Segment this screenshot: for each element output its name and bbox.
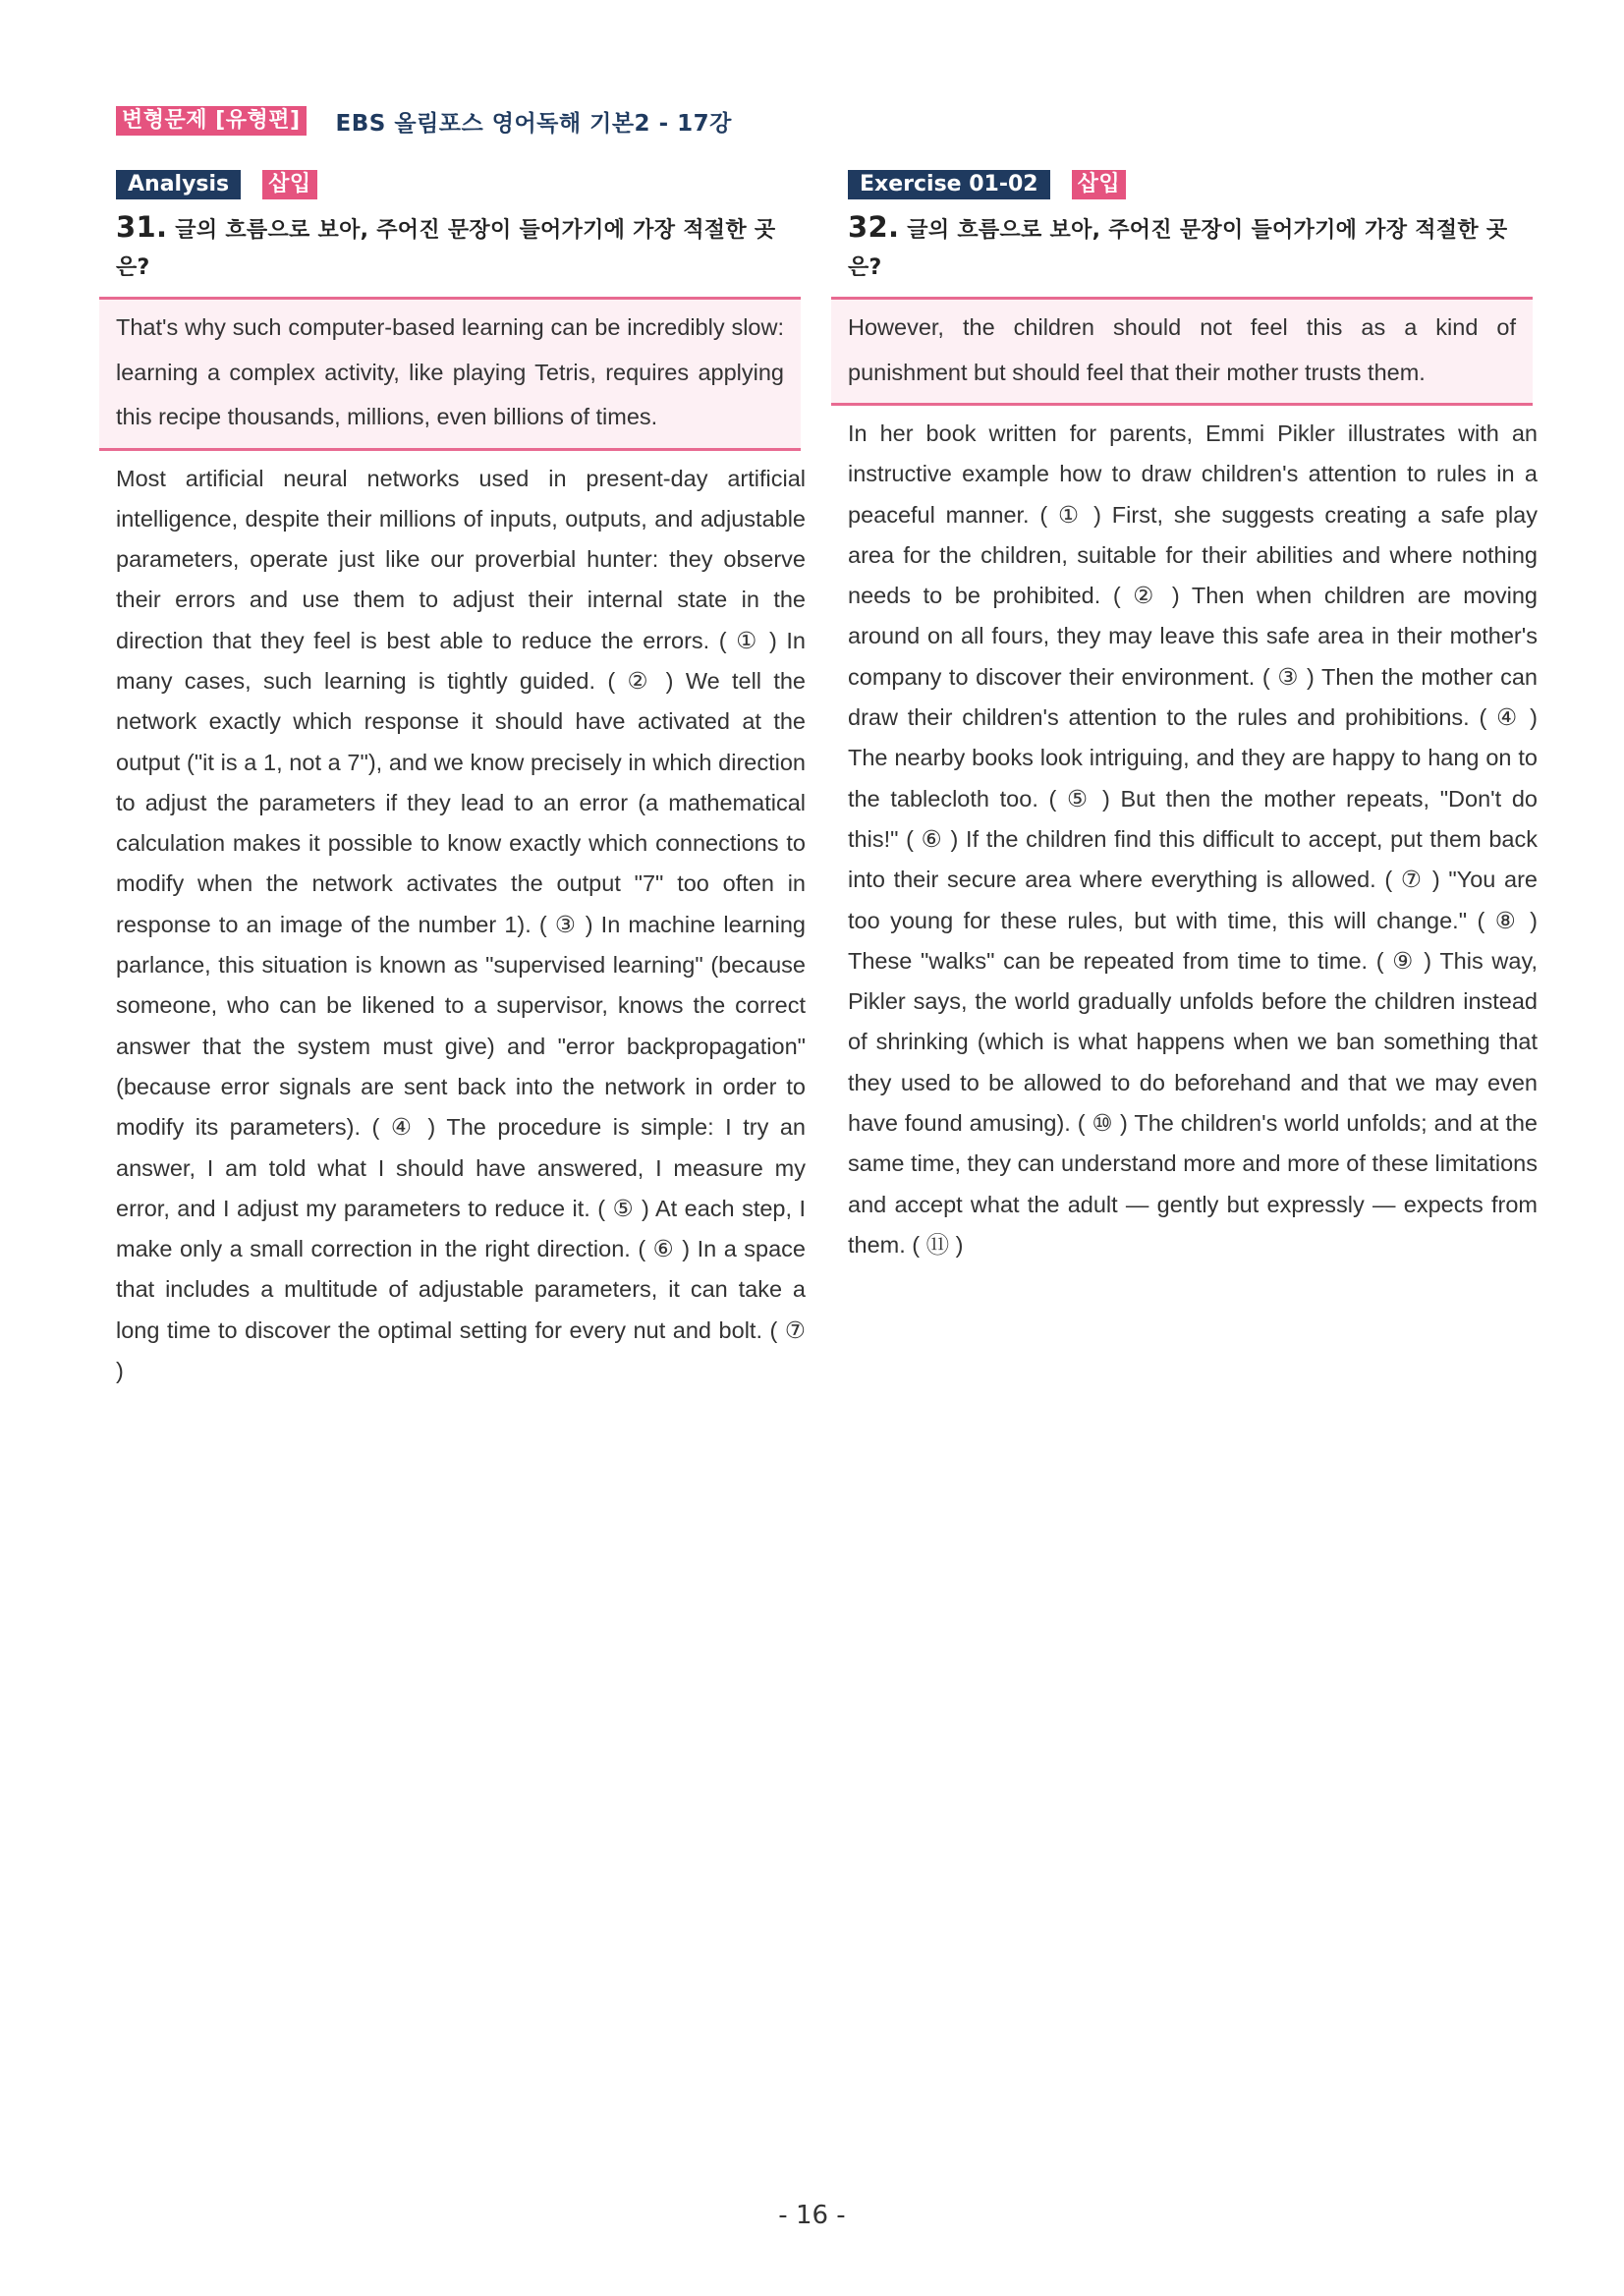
question-tags	[848, 171, 1538, 198]
section-tag: Analysis	[116, 170, 241, 199]
given-sentence-box: However, the children should not feel this as a kind of punishment but should feel that their mother trusts them.	[831, 297, 1533, 406]
question-prompt	[116, 208, 806, 287]
question-32	[848, 171, 1538, 1265]
passage-text: In her book written for parents, Emmi Pikler illustrates with an instructive example how to draw children's attention to rules in a peaceful manner. ( ① ) First, she suggests creating a safe play area for the children, suitable for their abilities and where nothing needs to be prohibited. ( ② ) Then when children are moving around on all fours, they may leave this safe area in their mother's company to discover their environment. ( ③ ) Then the mother can draw their children's attention to the rules and prohibitions. ( ④ ) The nearby books look intriguing, and they are happy to hang on to the tablecloth too. ( ⑤ ) But then the mother repeats, "Don't do this!" ( ⑥ ) If the children find this difficult to accept, put them back into their secure area where everything is allowed. ( ⑦ ) "You are too young for these rules, but with time, this will change." ( ⑧ ) These "walks" can be repeated from time to time. ( ⑨ ) This way, Pikler says, the world gradually unfolds before the children instead of shrinking (which is what happens when we ban something that they used to be allowed to do beforehand and that we may even have found amusing). ( ⑩ ) The children's world unfolds; and at the same time, they can understand more and more of these limitations and accept what the adult — gently but expressly — expects from them. ( ⑪ )	[848, 420, 1538, 1258]
question-31	[116, 171, 806, 1391]
page-header	[116, 104, 732, 138]
category-tag: 변형문제 [유형편]	[116, 106, 307, 136]
passage-text: Most artificial neural networks used in present-day artificial intelligence, despite their millions of inputs, outputs, and adjustable parameters, operate just like our proverbial hunter: they observe their errors and use them to adjust their internal state in the direction that they feel is best able to reduce the errors. ( ① ) In many cases, such learning is tightly guided. ( ② ) We tell the network exactly which response it should have activated at the output ("it is a 1, not a 7"), and we know precisely in which direction to adjust the parameters if they lead to an error (a mathematical calculation makes it possible to know exactly which connections to modify when the network activates the output "7" too often in response to an image of the number 1). ( ③ ) In machine learning parlance, this situation is known as "supervised learning" (because someone, who can be likened to a supervisor, knows the correct answer that the system must give) and "error backpropagation" (because error signals are sent back into the network in order to modify its parameters). ( ④ ) The procedure is simple: I try an answer, I am told what I should have answered, I measure my error, and I adjust my parameters to reduce it. ( ⑤ ) At each step, I make only a small correction in the right direction. ( ⑥ ) In a space that includes a multitude of adjustable parameters, it can take a long time to discover the optimal setting for every nut and bolt. ( ⑦ )	[116, 465, 806, 1384]
question-tags	[116, 171, 806, 198]
page-number: - 16 -	[778, 2201, 846, 2230]
question-type-tag: 삽입	[1072, 170, 1127, 199]
question-type-tag: 삽입	[262, 170, 317, 199]
page-title: EBS 올림포스 영어독해 기본2 - 17강	[335, 110, 732, 137]
question-number: 31.	[116, 210, 168, 244]
question-prompt	[848, 208, 1538, 287]
section-tag: Exercise 01-02	[848, 170, 1050, 199]
question-text: 글의 흐름으로 보아, 주어진 문장이 들어가기에 가장 적절한 곳은?	[848, 218, 1508, 280]
given-sentence-box: That's why such computer-based learning can be incredibly slow: learning a complex activity, like playing Tetris, requires applying this recipe thousands, millions, even billions of times.	[99, 297, 801, 451]
question-text: 글의 흐름으로 보아, 주어진 문장이 들어가기에 가장 적절한 곳은?	[116, 218, 776, 280]
question-number: 32.	[848, 210, 900, 244]
